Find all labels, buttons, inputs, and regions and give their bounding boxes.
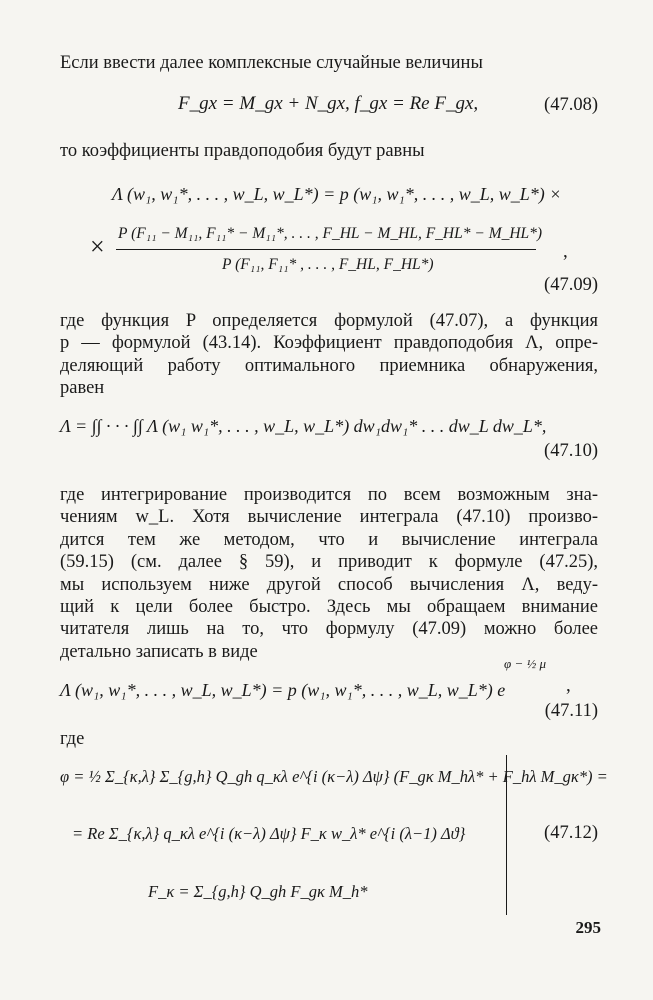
equation-number-47-10: (47.10) (544, 441, 598, 461)
equation-47-11-formula: Λ (w₁, w₁*, . . . , w_L, w_L*) = p (w₁, w₁*, . . . , w_L, w_L*) e (60, 680, 506, 700)
text-line: щий к цели более быстро. Здесь мы обращаем внимание (60, 597, 598, 618)
equation-number-47-12: (47.12) (544, 823, 598, 843)
equation-47-12-line-2: = Re Σ_{κ,λ} q_κλ e^{i (κ−λ) Δψ} F_κ w_λ* e^{i (λ−1) Δϑ} (72, 824, 466, 843)
text-line: читателя лишь на то, что формулу (47.09) можно более (60, 619, 598, 640)
equation-47-08-formula: F_gx = M_gx + N_gx, f_gx = Re F_gx, (178, 93, 479, 114)
text-line: детально записать в виде (60, 641, 258, 662)
equation-47-10-formula: Λ = ∫∫ · · · ∫∫ Λ (w₁ w₁*, . . . , w_L, w_L*) dw₁dw₁* . . . dw_L dw_L*, (60, 416, 547, 436)
equation-47-11-exponent: φ − ½ μ (504, 656, 546, 671)
equation-number-47-08: (47.08) (544, 95, 598, 115)
paragraph-1 (60, 52, 598, 74)
equation-number-47-09: (47.09) (544, 275, 598, 295)
text-line: Если ввести далее комплексные случайные величины (60, 53, 483, 73)
fraction-denominator: P (F₁₁, F₁₁* , . . . , F_HL, F_HL*) (222, 256, 434, 273)
text-line: деляющий работу оптимального приемника обнаружения, (60, 355, 598, 376)
text-line: дится тем же методом, что и вычисление интеграла (60, 529, 598, 550)
paragraph-2 (60, 140, 598, 162)
text-line: (59.15) (см. далее § 59), и приводит к формуле (47.25), (60, 552, 598, 573)
equation-47-12-line-1: φ = ½ Σ_{κ,λ} Σ_{g,h} Q_gh q_κλ e^{i (κ−λ) Δψ} (F_gκ M_hλ* + F_hλ M_gκ*) = (60, 767, 608, 786)
equation-47-11-comma: , (566, 675, 571, 696)
text-line: где функция P определяется формулой (47.07), а функция (60, 311, 598, 331)
paragraph-3 (60, 310, 598, 400)
fraction-bar (116, 249, 536, 250)
text-line: равен (60, 378, 105, 399)
equation-47-09-line-1: Λ (w₁, w₁*, . . . , w_L, w_L*) = p (w₁, w₁*, . . . , w_L, w_L*) × (112, 184, 562, 204)
text-line: мы используем ниже другой способ вычисления Λ, веду- (60, 574, 598, 595)
paragraph-5 (60, 728, 598, 750)
fraction-numerator: P (F₁₁ − M₁₁, F₁₁* − M₁₁*, . . . , F_HL − M_HL, F_HL* − M_HL*) (118, 225, 543, 242)
paragraph-4 (60, 484, 598, 663)
text-line: где интегрирование производится по всем возможным зна- (60, 485, 598, 505)
right-brace (498, 755, 507, 915)
text-line: p — формулой (43.14). Коэффициент правдоподобия Λ, опре- (60, 333, 598, 354)
equation-47-08 (178, 92, 478, 116)
text-line: чениям w_L. Хотя вычисление интеграла (47.10) произво- (60, 507, 598, 528)
equation-47-12-line-3: F_κ = Σ_{g,h} Q_gh F_gκ M_h* (148, 882, 368, 901)
text-line: где (60, 729, 85, 749)
text-line: то коэффициенты правдоподобия будут равны (60, 141, 425, 161)
page-number: 295 (575, 918, 601, 937)
equation-47-09-comma: , (563, 241, 568, 262)
equation-number-47-11: (47.11) (544, 701, 598, 721)
multiplication-sign: × (90, 232, 105, 261)
